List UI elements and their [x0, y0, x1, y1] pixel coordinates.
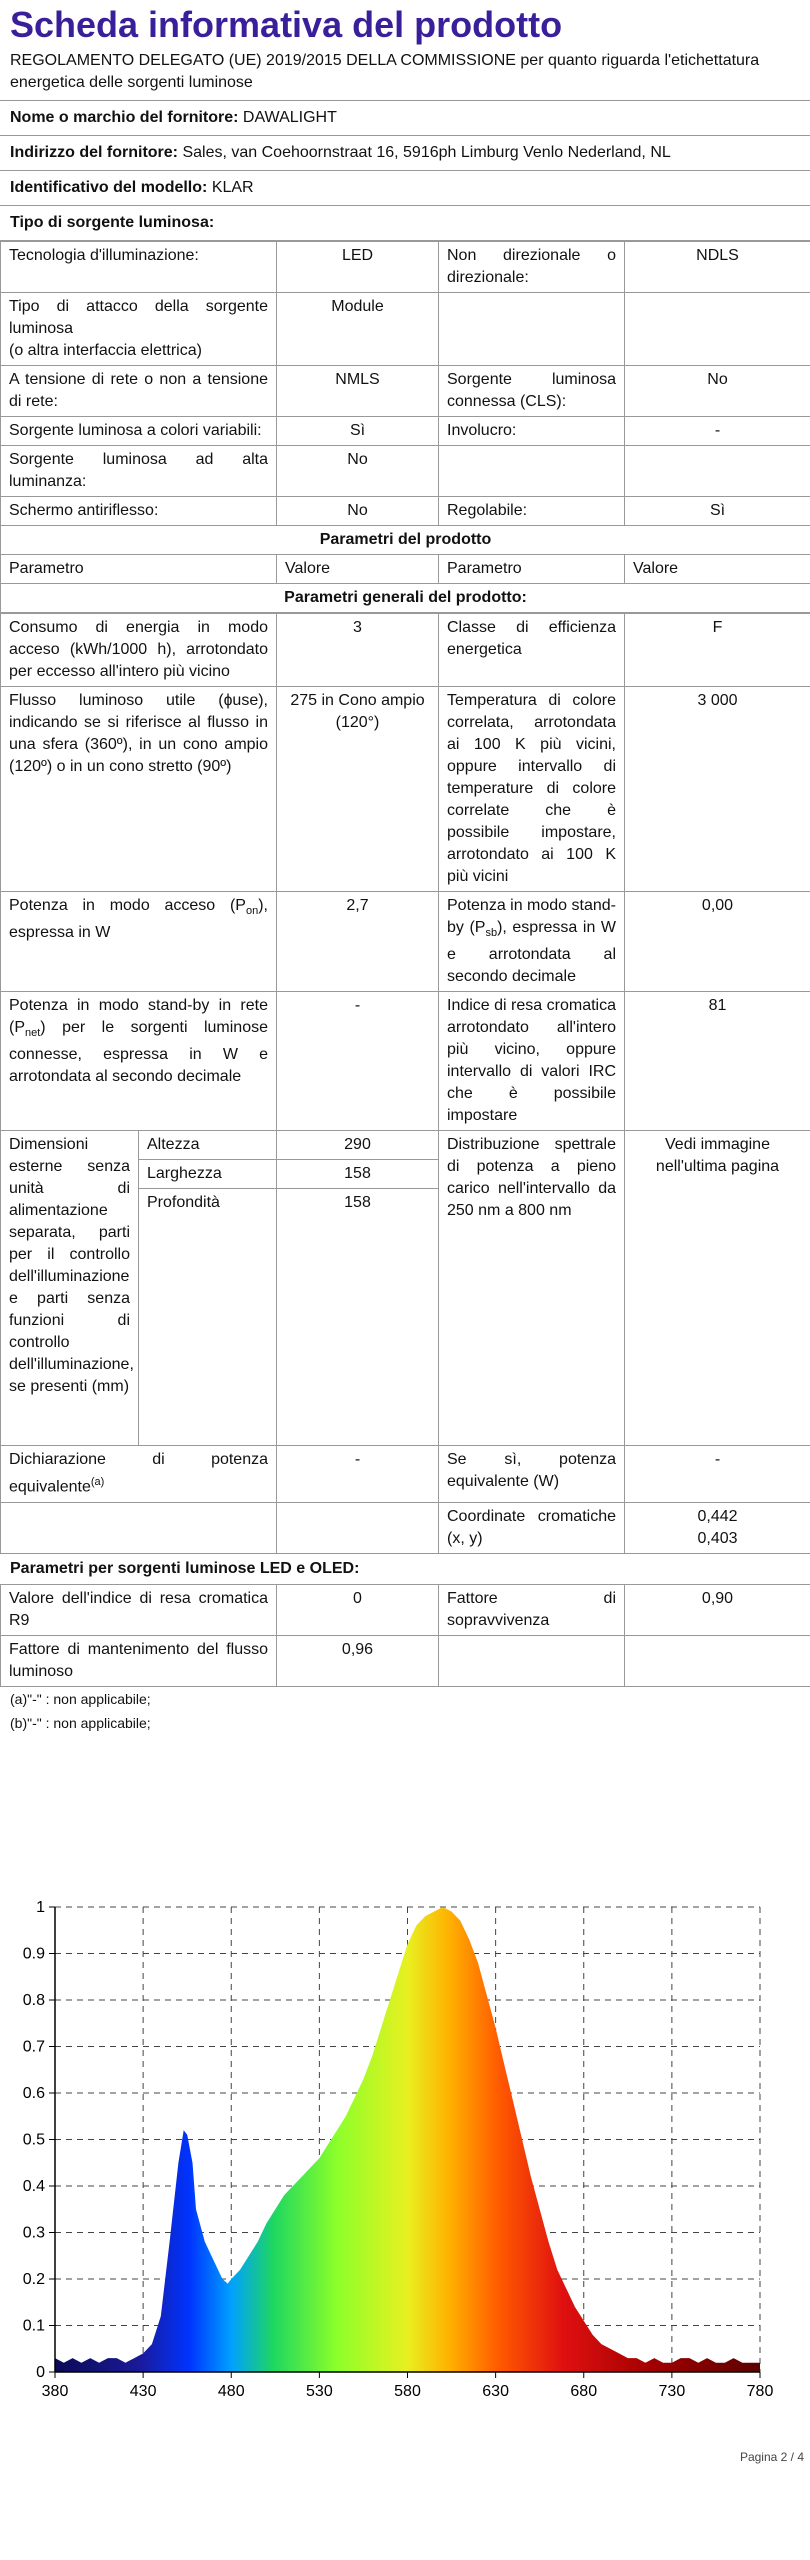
- table-row: [1, 1584, 810, 1635]
- table-row: [1, 687, 810, 892]
- y-tick-label: 1: [36, 1899, 45, 1916]
- col-header-param: Parametro: [439, 555, 625, 584]
- spectrum-chart-svg: [0, 1885, 810, 2405]
- directional-value: NDLS: [625, 242, 810, 293]
- cap-value: Module: [277, 293, 439, 366]
- supplier-name-value: DAWALIGHT: [242, 109, 337, 126]
- table-row: [1, 892, 810, 992]
- table-row: [1, 366, 810, 417]
- r9-value: 0: [277, 1584, 439, 1635]
- x-tick-label: 530: [306, 2383, 333, 2400]
- supplier-address-label: Indirizzo del fornitore:: [10, 144, 178, 161]
- x-tick-label: 730: [658, 2383, 686, 2400]
- table-row: [1, 614, 810, 687]
- y-tick-label: 0.8: [22, 1992, 45, 2009]
- model-value: KLAR: [211, 179, 254, 196]
- depth-label: Profondità: [139, 1189, 277, 1446]
- x-tick-label: 780: [746, 2383, 774, 2400]
- tech-value: LED: [277, 242, 439, 293]
- chroma-value: [625, 1502, 810, 1553]
- table-row: [1, 992, 810, 1131]
- height-label: Altezza: [139, 1131, 277, 1160]
- x-tick-label: 580: [394, 2383, 421, 2400]
- chroma-x: 0,442: [697, 1507, 738, 1525]
- table-row: [1, 446, 810, 497]
- chroma-label: Coordinate cromatiche (x, y): [439, 1502, 625, 1553]
- empty-cell: [1, 1502, 277, 1553]
- x-tick-label: 430: [129, 2383, 157, 2400]
- empty-cell: [625, 1635, 810, 1686]
- y-tick-label: 0.7: [22, 2038, 45, 2056]
- y-tick-label: 0.1: [22, 2317, 45, 2335]
- maintenance-value: 0,96: [277, 1635, 439, 1686]
- directional-label: Non direzionale o direzionale:: [439, 242, 625, 293]
- equiv-w-label: Se sì, potenza equivalente (W): [439, 1446, 625, 1502]
- table-row: [1, 242, 810, 293]
- high-luminance-value: No: [277, 446, 439, 497]
- empty-cell: [625, 446, 810, 497]
- cri-label: Indice di resa cromatica arrotondato all'intero più vicino, oppure intervallo di valori IRC che è possibile impostare: [439, 992, 625, 1131]
- x-tick-label: 380: [41, 2383, 69, 2400]
- col-header-value: Valore: [277, 555, 439, 584]
- table-row: [1, 497, 810, 526]
- table-row: [1, 555, 810, 584]
- equiv-w-value: -: [625, 1446, 810, 1502]
- led-title: Parametri per sorgenti luminose LED e OLED:: [10, 1559, 360, 1577]
- envelope-label: Involucro:: [439, 417, 625, 446]
- empty-cell: [277, 1502, 439, 1553]
- note-b: (b)"-" : non applicabile;: [10, 1714, 151, 1731]
- general-params-title: Parametri generali del prodotto:: [1, 584, 810, 613]
- x-tick-label: 480: [217, 2383, 245, 2400]
- survival-label: Fattore di sopravvivenza: [439, 1584, 625, 1635]
- high-luminance-label: Sorgente luminosa ad alta luminanza:: [1, 446, 277, 497]
- x-tick-label: 680: [570, 2383, 598, 2400]
- pnet-value: -: [277, 992, 439, 1131]
- height-value: 290: [277, 1131, 439, 1160]
- empty-cell: [439, 1635, 625, 1686]
- class-label: Classe di efficienza energetica: [439, 614, 625, 687]
- y-tick-label: 0.2: [22, 2271, 45, 2288]
- cls-label: Sorgente luminosa connessa (CLS):: [439, 366, 625, 417]
- table-row: [1, 1635, 810, 1686]
- dimmable-value: Sì: [625, 497, 810, 526]
- col-header-param: Parametro: [1, 555, 277, 584]
- col-header-value: Valore: [625, 555, 810, 584]
- flux-value: 275 in Cono ampio (120°): [277, 687, 439, 892]
- mains-label: A tensione di rete o non a tensione di rete:: [1, 366, 277, 417]
- color-variable-label: Sorgente luminosa a colori variabili:: [1, 417, 277, 446]
- cap-label: Tipo di attacco della sorgente luminosa (o altra interfaccia elettrica): [1, 293, 277, 366]
- r9-label: Valore dell'indice di resa cromatica R9: [1, 1584, 277, 1635]
- cct-label: Temperatura di colore correlata, arrotondata ai 100 K più vicini, oppure intervallo di temperature di colore correlate che è possibile impostare, arrotondato ai 100 K più vicini: [439, 687, 625, 892]
- supplier-name-row: [0, 100, 810, 135]
- table-row: [1, 293, 810, 366]
- model-label: Identificativo del modello:: [10, 179, 208, 196]
- flux-label: Flusso luminoso utile (ɸuse), indicando se si riferisce al flusso in una sfera (360º), in un cono ampio (120º) o in un cono stretto (90º): [1, 687, 277, 892]
- energy-label: Consumo di energia in modo acceso (kWh/1000 h), arrotondato per eccesso all'intero più vicino: [1, 614, 277, 687]
- empty-cell: [439, 446, 625, 497]
- cls-value: No: [625, 366, 810, 417]
- pnet-label: Potenza in modo stand-by in rete $(P_{net})$ per le sorgenti luminose connesse, espressa in W e arrotondata al secondo decimale: [1, 992, 277, 1131]
- source-type-title: Tipo di sorgente luminosa:: [0, 205, 810, 241]
- depth-value: 158: [277, 1189, 439, 1446]
- width-label: Larghezza: [139, 1160, 277, 1189]
- chroma-y: 0,403: [697, 1529, 738, 1547]
- pon-label: Potenza in modo acceso $(P_{on})$, espressa in W: [1, 892, 277, 992]
- general-params-table: [0, 613, 810, 1554]
- tech-label: Tecnologia d'illuminazione:: [1, 242, 277, 293]
- y-tick-label: 0.5: [22, 2131, 45, 2149]
- page-title: Scheda informativa del prodotto: [10, 4, 563, 45]
- model-row: [0, 170, 810, 205]
- anti-glare-value: No: [277, 497, 439, 526]
- dimmable-label: Regolabile:: [439, 497, 625, 526]
- spd-value: Vedi immagine nell'ultima pagina: [625, 1131, 810, 1446]
- maintenance-label: Fattore di mantenimento del flusso luminoso: [1, 1635, 277, 1686]
- table-row: [1, 526, 810, 555]
- table-row: [1, 1446, 810, 1502]
- anti-glare-label: Schermo antiriflesso:: [1, 497, 277, 526]
- source-type-table: [0, 241, 810, 613]
- page-number: Pagina 2 / 4: [739, 2450, 804, 2464]
- psb-label: Potenza in modo stand-by $(P_{sb})$, espressa in W e arrotondata al secondo decimale: [439, 892, 625, 992]
- supplier-address-row: [0, 135, 810, 170]
- led-table: [0, 1584, 810, 1687]
- envelope-value: -: [625, 417, 810, 446]
- empty-cell: [439, 293, 625, 366]
- regulation-text: REGOLAMENTO DELEGATO (UE) 2019/2015 DELLA COMMISSIONE per quanto riguarda l'etichettatura energetica delle sorgenti luminose: [10, 52, 760, 91]
- spd-label: Distribuzione spettrale di potenza a pieno carico nell'intervallo da 250 nm a 800 nm: [439, 1131, 625, 1446]
- cri-value: 81: [625, 992, 810, 1131]
- table-row: [1, 1502, 810, 1553]
- survival-value: 0,90: [625, 1584, 810, 1635]
- color-variable-value: Sì: [277, 417, 439, 446]
- spectrum-chart: [0, 1885, 810, 2405]
- equiv-label: Dichiarazione di potenza equivalente$^{(a)}$: [1, 1446, 277, 1502]
- supplier-address-value: Sales, van Coehoornstraat 16, 5916ph Limburg Venlo Nederland, NL: [182, 144, 671, 161]
- table-row: [1, 1131, 810, 1160]
- y-tick-label: 0.3: [22, 2224, 45, 2242]
- psb-value: 0,00: [625, 892, 810, 992]
- table-row: [1, 584, 810, 613]
- pon-value: 2,7: [277, 892, 439, 992]
- table-row: [1, 417, 810, 446]
- supplier-name-label: Nome o marchio del fornitore:: [10, 109, 239, 126]
- empty-cell: [625, 293, 810, 366]
- note-a: (a)"-" : non applicabile;: [10, 1690, 151, 1707]
- y-tick-label: 0.9: [22, 1945, 45, 1963]
- x-tick-label: 630: [482, 2383, 509, 2400]
- cct-value: 3 000: [625, 687, 810, 892]
- product-params-title: Parametri del prodotto: [1, 526, 810, 555]
- y-tick-label: 0.4: [22, 2178, 45, 2195]
- class-value: F: [625, 614, 810, 687]
- y-tick-label: 0: [36, 2364, 45, 2381]
- energy-value: 3: [277, 614, 439, 687]
- y-tick-label: 0.6: [22, 2085, 45, 2102]
- mains-value: NMLS: [277, 366, 439, 417]
- dimensions-label: Dimensioni esterne senza unità di alimentazione separata, parti per il controllo dell'illuminazione e parti senza funzioni di controllo dell'illuminazione, se presenti (mm): [1, 1131, 139, 1446]
- equiv-value: -: [277, 1446, 439, 1502]
- width-value: 158: [277, 1160, 439, 1189]
